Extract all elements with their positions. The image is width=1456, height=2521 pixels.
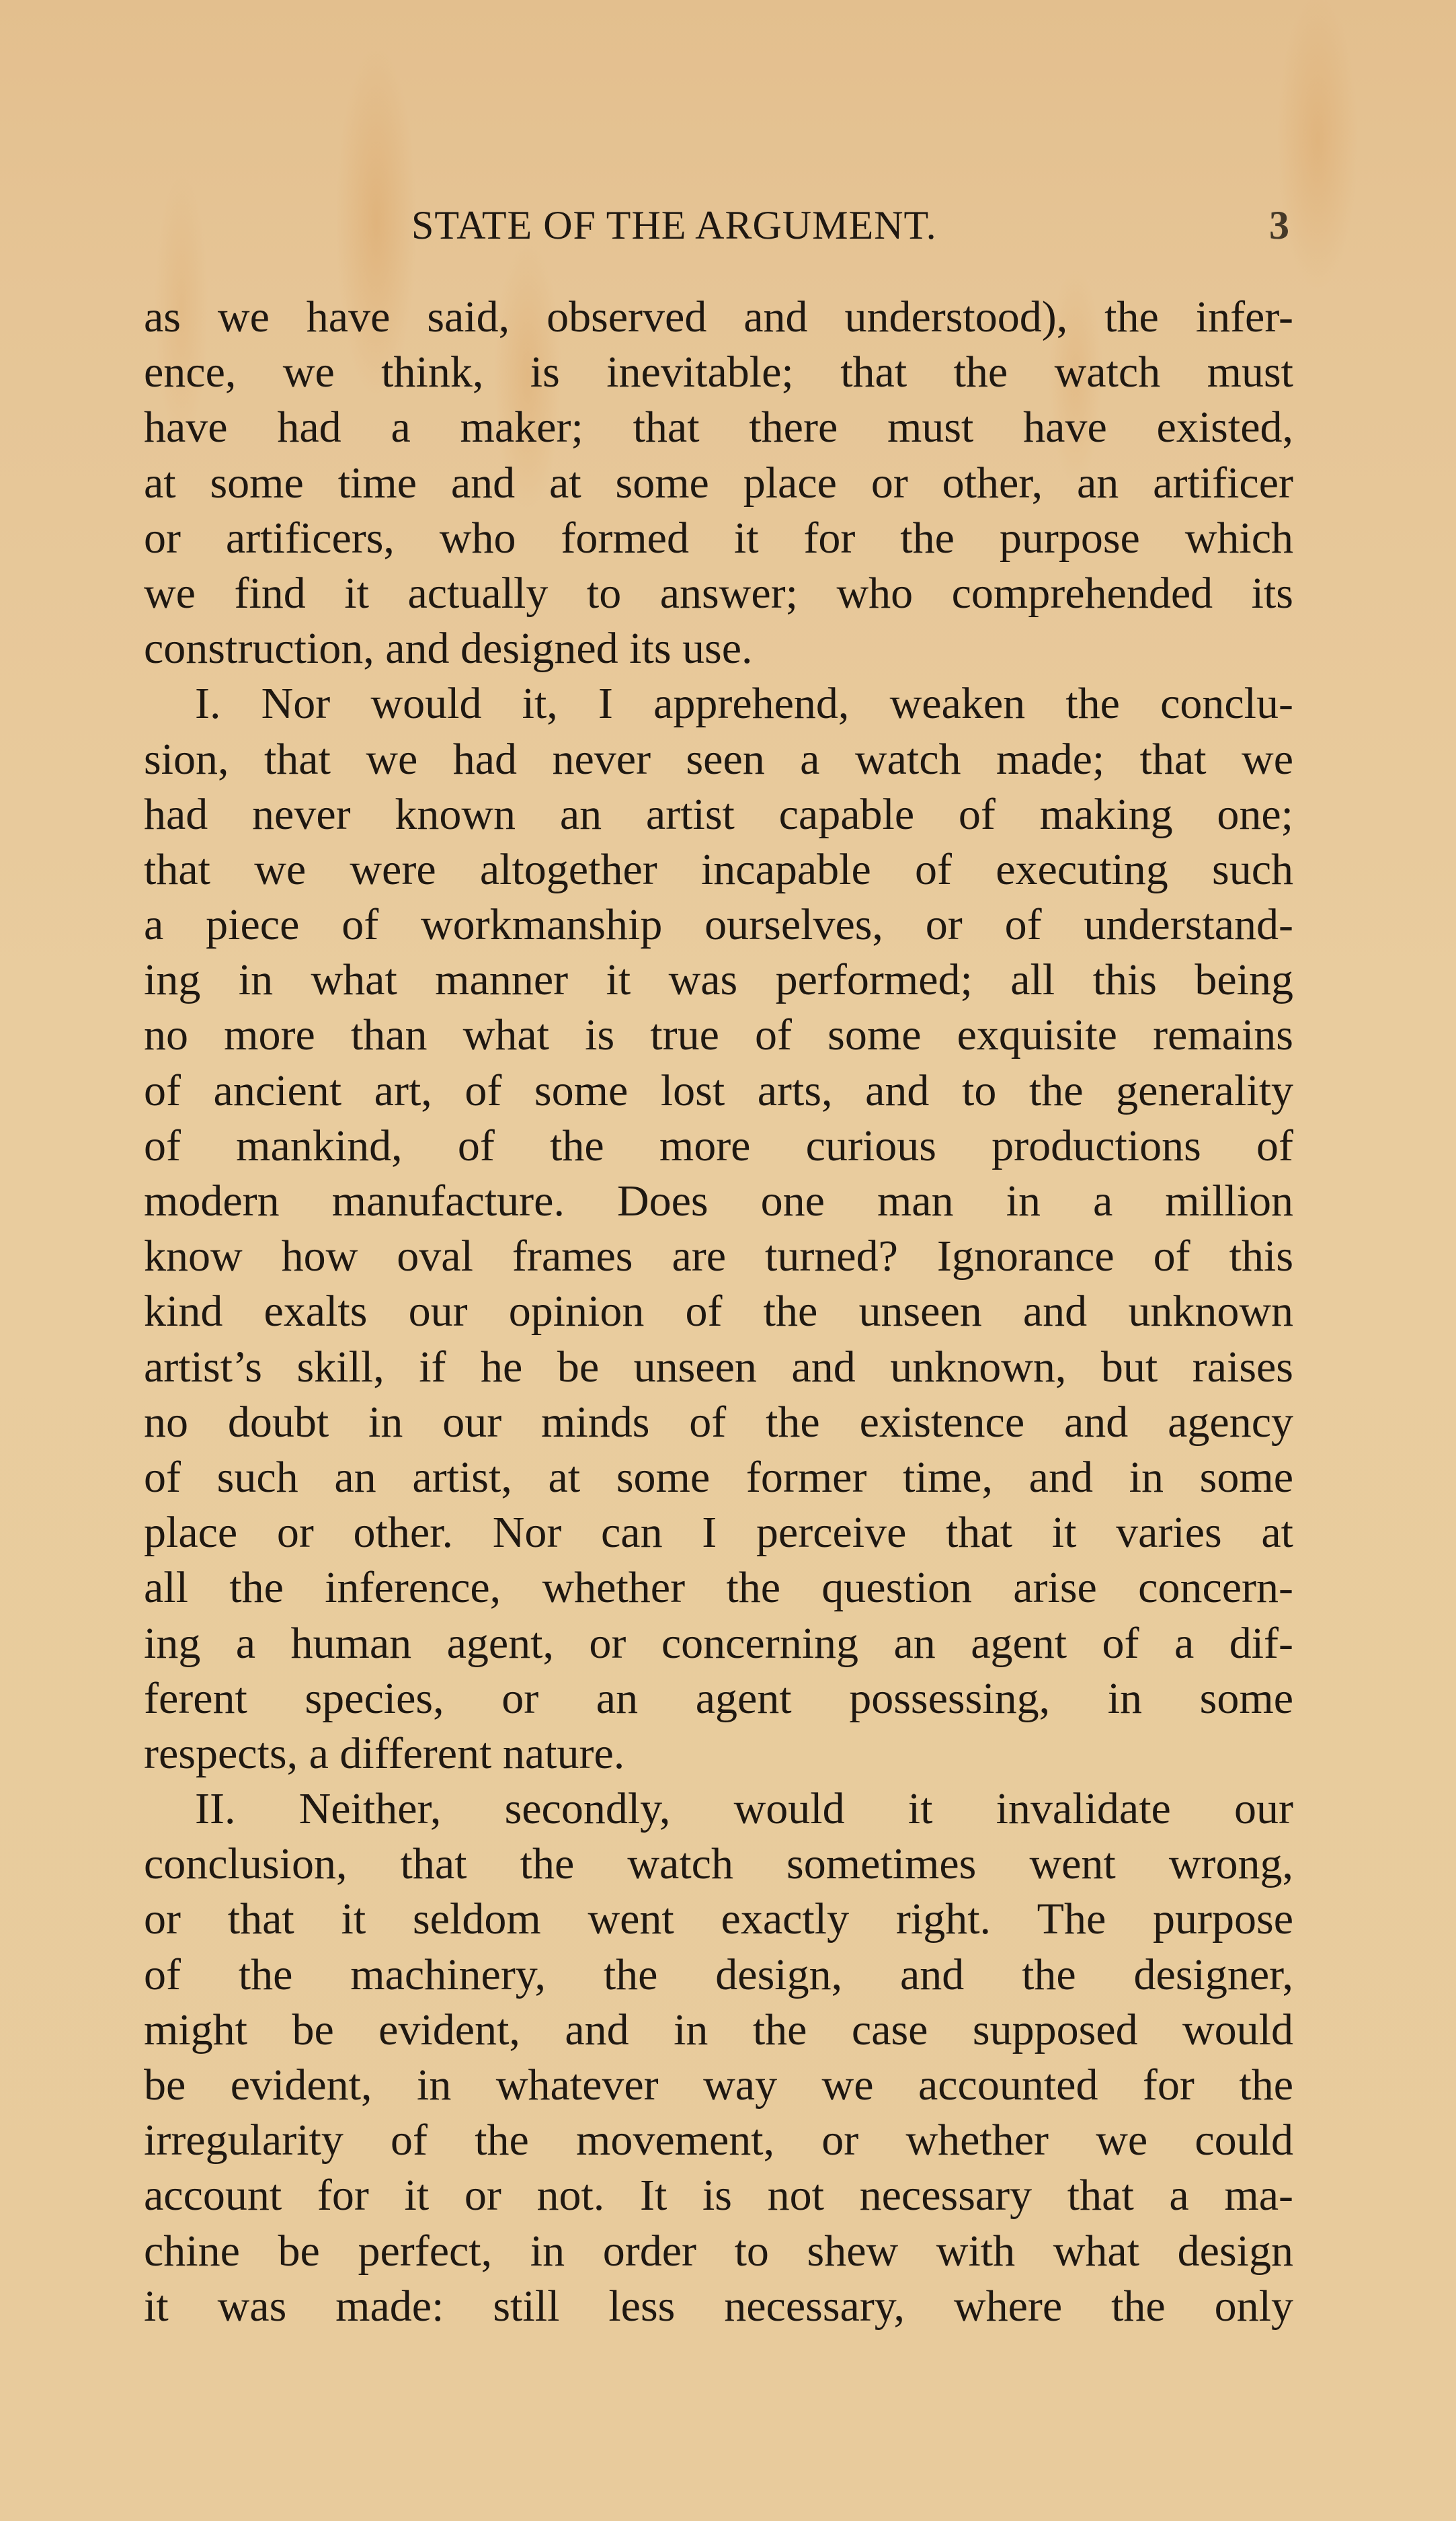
text-line: artist’s skill, if he be unseen and unknown, but raises	[144, 1342, 1293, 1392]
text-line: at some time and at some place or other, an artificer	[144, 458, 1293, 508]
text-line: it was made: still less necessary, where the only	[144, 2281, 1293, 2331]
text-line: ferent species, or an agent possessing, in some	[144, 1673, 1293, 1723]
text-line: of such an artist, at some former time, and in some	[144, 1452, 1293, 1502]
text-line: ing in what manner it was performed; all this being	[144, 955, 1293, 1005]
text-line: be evident, in whatever way we accounted for the	[144, 2060, 1293, 2110]
text-line: no doubt in our minds of the existence and agency	[144, 1397, 1293, 1447]
text-line: might be evident, and in the case supposed would	[144, 2005, 1293, 2054]
text-line: chine be perfect, in order to shew with what design	[144, 2226, 1293, 2276]
text-line: or that it seldom went exactly right. The purpose	[144, 1894, 1293, 1944]
paragraph-start-line: I. Nor would it, I apprehend, weaken the conclu-	[195, 679, 1293, 729]
text-line: of ancient art, of some lost arts, and to the generality	[144, 1066, 1293, 1115]
body-text	[144, 290, 1293, 2334]
text-line: have had a maker; that there must have existed,	[144, 403, 1293, 452]
page-number: 3	[1269, 203, 1289, 247]
text-line: respects, a different nature.	[144, 1728, 625, 1778]
text-line: construction, and designed its use.	[144, 624, 753, 674]
text-line: sion, that we had never seen a watch made; that we	[144, 734, 1293, 784]
text-line: a piece of workmanship ourselves, or of understand-	[144, 900, 1293, 950]
paragraph-start-line: II. Neither, secondly, would it invalidate our	[195, 1784, 1293, 1834]
text-line: irregularity of the movement, or whether we could	[144, 2116, 1293, 2165]
running-head: STATE OF THE ARGUMENT.	[411, 203, 937, 247]
text-line: of mankind, of the more curious productions of	[144, 1121, 1293, 1170]
text-line: ing a human agent, or concerning an agent of a dif-	[144, 1618, 1293, 1668]
text-line: place or other. Nor can I perceive that it varies at	[144, 1508, 1293, 1558]
text-line: all the inference, whether the question arise concern-	[144, 1563, 1293, 1613]
text-line: modern manufacture. Does one man in a million	[144, 1176, 1293, 1226]
text-line: account for it or not. It is not necessary that a ma-	[144, 2171, 1293, 2220]
text-line: we find it actually to answer; who comprehended its	[144, 568, 1293, 618]
text-line: ence, we think, is inevitable; that the watch must	[144, 348, 1293, 397]
text-line: conclusion, that the watch sometimes went wrong,	[144, 1839, 1293, 1889]
text-line: kind exalts our opinion of the unseen and unknown	[144, 1287, 1293, 1336]
text-line: know how oval frames are turned? Ignorance of this	[144, 1232, 1293, 1281]
text-line: as we have said, observed and understood), the infer-	[144, 292, 1293, 342]
text-line: no more than what is true of some exquisite remains	[144, 1010, 1293, 1060]
text-line: had never known an artist capable of making one;	[144, 789, 1293, 839]
text-line: or artificers, who formed it for the purpose which	[144, 513, 1293, 563]
text-line: that we were altogether incapable of executing such	[144, 844, 1293, 894]
text-line: of the machinery, the design, and the designer,	[144, 1950, 1293, 1999]
